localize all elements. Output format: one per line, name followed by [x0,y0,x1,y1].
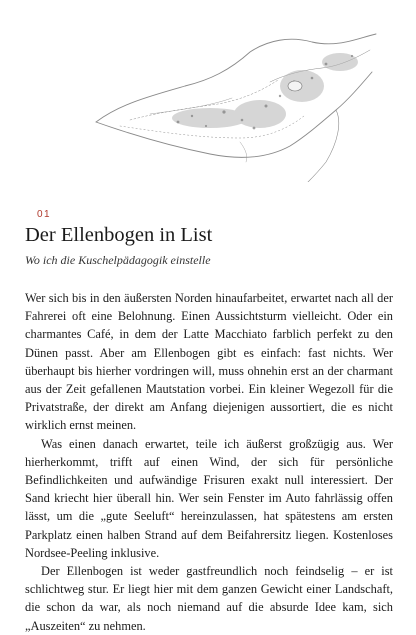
chapter-title: Der Ellenbogen in List [25,224,213,246]
chapter-number: 01 [37,209,52,220]
body-paragraph: Der Ellenbogen ist weder gastfreundlich noch feindselig – er ist schlichtweg stur. Er liegt hier mit dem ganzen Gewicht einer Landschaft, die schon da war, als noch niemand auf die absurde Idee kam, sich „Auszeiten“ zu nehmen. [25,564,393,633]
body-paragraph: Was einen danach erwartet, teile ich äußerst großzügig aus. Wer hierherkommt, trifft auf einen Wind, der sich für persönliche Befindlichkeiten und aufwändige Frisuren exakt null interessiert. Der Sand kriecht hier überall hin. Wer sein Fenster im Auto fahrlässig offen lässt, um die „gute Seeluft“ hereinzulassen, hat spätestens am ersten Parkplatz einen halben Strand auf dem Beifahrersitz liegen. Kostenloses Nordsee-Peeling inklusive. [25,436,393,560]
chapter-body [25,289,393,635]
chapter-subtitle: Wo ich die Kuschelpädagogik einstelle [25,253,211,267]
body-paragraph: Wer sich bis in den äußersten Norden hinaufarbeitet, erwartet nach all der Fahrerei oft eine Belohnung. Einen Aussichtsturm vielleicht. Oder ein charmantes Café, in dem der Latte Macchiato farblich perfekt zu den Dünen passt. Aber am Ellenbogen gibt es einfach: fast nichts. Wer überhaupt bis hierher vordringen will, muss ohnehin erst an der charmant aus der Zeit gefallenen Mautstation vorbei. Ein kleiner Wegezoll für die Privatstraße, der direkt am Anfang diejenigen aussortiert, die es nicht wirklich ernst meinen. [25,291,393,433]
ellenbogen-map-illustration [90,22,380,182]
